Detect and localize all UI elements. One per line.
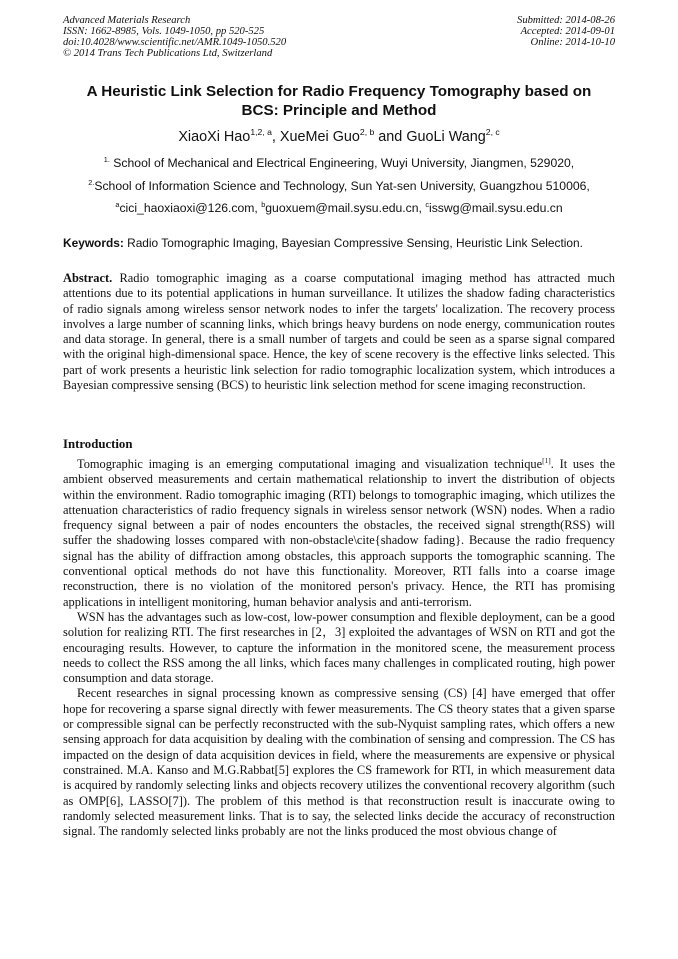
affiliation-1-marker: 1. (103, 154, 110, 164)
affiliation-1 (40, 156, 638, 171)
publication-dates (517, 15, 615, 48)
keywords (63, 236, 623, 251)
author-3-affil: 2, c (485, 127, 500, 138)
journal-info (63, 15, 286, 59)
intro-paragraph-2: WSN has the advantages such as low-cost, low-power consumption and flexible deployment, can be a good solution for realizing RTI. The first researches in [2，3] exploited the advantages of WSN on RTI and got the encouraging results. However, to capture the information in the monitored scene, the measurement process needs to collect the RSS among the all links, which faces many challenges in complicated routing, high power consumption and data storage. (63, 609, 615, 686)
intro-p1-start: Tomographic imaging is an emerging computational imaging and visualization technique (77, 457, 543, 471)
journal-name: Advanced Materials Research (63, 15, 191, 26)
author-2-affil: 2, b (359, 127, 375, 138)
affiliation-2-marker: 2. (88, 177, 95, 187)
affiliation-2 (40, 179, 638, 194)
affiliation-1-text: School of Mechanical and Electrical Engineering, Wuyi University, Jiangmen, 529020, (109, 156, 575, 170)
email-b: guoxuem@mail.sysu.edu.cn, (265, 201, 426, 215)
author-1-name: XiaoXi Hao (178, 129, 251, 145)
author-separator-and: and (374, 129, 407, 145)
intro-paragraph-1 (63, 457, 615, 610)
date-online: Online: 2014-10-10 (530, 37, 615, 48)
journal-copyright: © 2014 Trans Tech Publications Ltd, Switzerland (63, 48, 273, 59)
intro-p1-rest: . It uses the ambient observed measurements and certain mathematical relationship to invert the distribution of objects within the environment. Radio tomographic imaging (RTI) belongs to tomographic imaging, which utilizes the attenuation characteristics of radio frequency signals in wireless sensor network (WSN) nodes. When a radio frequency signal between a pair of nodes encounters the obstacles, the received signal strength(RSS) will suffer the shadowing losses compared with non-obstacle\cite{shadow fading}. Because the radio frequency signal has the ability of diffraction among obstacles, this approach supports the tomographic scanning. The conventional optical methods do not have this functionality. Moreover, RTI falls into a coarse image reconstruction, there is no violation of the monitored person's privacy. Hence, the RTI has promising applications in intelligent monitoring, human behavior analysis and anti-terrorism. (63, 457, 616, 609)
title-line-1: A Heuristic Link Selection for Radio Frequency Tomography based on (86, 83, 592, 100)
citation-1: [1] (542, 455, 551, 465)
author-2-name: XueMei Guo (279, 129, 360, 145)
author-emails (40, 201, 638, 216)
author-list (40, 128, 638, 146)
intro-paragraph-3: Recent researches in signal processing known as compressive sensing (CS) [4] have emerged that offer hope for recovering a sparse signal directly with fewer measurements. The CS theory states that a given sparse or compressible signal can be perfectly reconstructed with the sub-Nyquist sampling rates, which offers a new sensing approach for data acquisition by dealing with the combination of sensing and compression. The CS has impacted on the design of data acquisition devices in field, where the measurements are expensive or physical constrained. M.A. Kanso and M.G.Rabbat[5] explores the CS framework for RTI, in which measurement data is acquired by randomly selecting links and objects recovery utilizes the conventional recovery algorithm (such as OMP[6], LASSO[7]). The problem of this method is that reconstruction result is inaccurate owing to randomly selected measurement links. That is to say, the selected links decide the accuracy of reconstruction signal. The randomly selected links probably are not the links produced the most obvious change of (63, 686, 615, 839)
introduction-heading: Introduction (63, 437, 133, 451)
paper-title (40, 82, 638, 120)
email-c: isswg@mail.sysu.edu.cn (429, 201, 563, 215)
keywords-label: Keywords: (63, 236, 124, 250)
abstract-paragraph (63, 271, 615, 393)
author-3-name: GuoLi Wang (406, 129, 486, 145)
journal-issn: ISSN: 1662-8985, Vols. 1049-1050, pp 520-525 (63, 26, 265, 37)
abstract-label: Abstract. (63, 271, 113, 285)
abstract-text: Radio tomographic imaging as a coarse computational imaging method has attracted much attentions due to its potential applications in human surveillance. It utilizes the shadow fading characteristics of radio signals among wireless sensor network nodes to infer the targets' localization. The recovery process involves a large number of scanning links, which brings heavy burdens on node energy, communication routes and data storage. In general, there is a small number of targets and could be seen as a sparse signal compared with the original high-dimensional space. Hence, the key of scene recovery is the effective links selected. This part of work presents a heuristic link selection for radio tomographic localization system, which introduces a Bayesian compressive sensing (BCS) to heuristic link selection method for scene imaging reconstruction. (63, 271, 615, 393)
introduction-body (63, 457, 615, 839)
keywords-text: Radio Tomographic Imaging, Bayesian Compressive Sensing, Heuristic Link Selection. (123, 236, 583, 250)
email-a: cici_haoxiaoxi@126.com, (119, 201, 262, 215)
title-line-2: BCS: Principle and Method (241, 102, 437, 119)
date-submitted: Submitted: 2014-08-26 (517, 15, 615, 26)
abstract (63, 271, 615, 393)
date-accepted: Accepted: 2014-09-01 (520, 26, 615, 37)
journal-doi: doi:10.4028/www.scientific.net/AMR.1049-1050.520 (63, 37, 287, 48)
email-c-marker: c (425, 199, 429, 209)
author-1-affil: 1,2, a (250, 127, 272, 138)
author-separator: , (271, 129, 280, 145)
email-b-marker: b (261, 199, 266, 209)
affiliation-2-text: School of Information Science and Technology, Sun Yat-sen University, Guangzhou 510006, (94, 179, 590, 193)
email-a-marker: a (115, 199, 120, 209)
